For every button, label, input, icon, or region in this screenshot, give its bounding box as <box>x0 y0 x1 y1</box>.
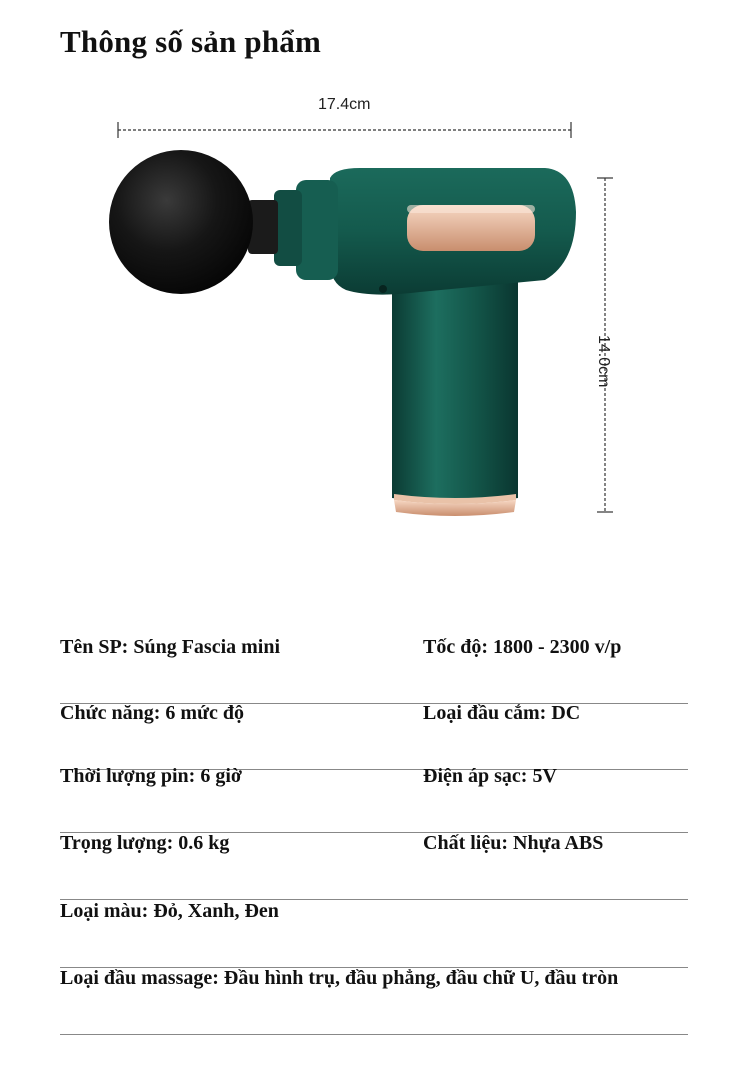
spec-row <box>60 702 688 770</box>
gun-top-body <box>330 168 576 295</box>
row-divider <box>60 1034 688 1035</box>
spec-colors: Loại màu: Đỏ, Xanh, Đen <box>60 900 279 922</box>
spec-weight: Trọng lượng: 0.6 kg <box>60 832 230 854</box>
spec-plug-type: Loại đầu cắm: DC <box>423 702 581 724</box>
height-label: 14.0cm <box>595 335 612 388</box>
width-dimension-line <box>118 122 571 138</box>
spec-battery: Thời lượng pin: 6 giờ <box>60 765 242 787</box>
width-label: 17.4cm <box>318 96 371 113</box>
gun-handle <box>392 255 518 516</box>
spec-function: Chức năng: 6 mức độ <box>60 702 245 724</box>
spec-product-name: Tên SP: Súng Fascia mini <box>60 636 281 658</box>
spec-speed: Tốc độ: 1800 - 2300 v/p <box>423 636 622 658</box>
spec-material: Chất liệu: Nhựa ABS <box>423 832 604 854</box>
spec-charge-voltage: Điện áp sạc: 5V <box>423 765 557 787</box>
page-title: Thông số sản phẩm <box>60 24 321 59</box>
gun-neck <box>248 180 338 280</box>
spec-row <box>60 967 688 1035</box>
spec-row <box>60 765 688 833</box>
massage-ball-head <box>109 150 253 294</box>
spec-row <box>60 900 688 968</box>
spec-row <box>60 636 688 704</box>
spec-heads: Loại đầu massage: Đầu hình trụ, đầu phẳng, đầu chữ U, đầu tròn <box>60 967 619 989</box>
spec-row <box>60 832 688 900</box>
